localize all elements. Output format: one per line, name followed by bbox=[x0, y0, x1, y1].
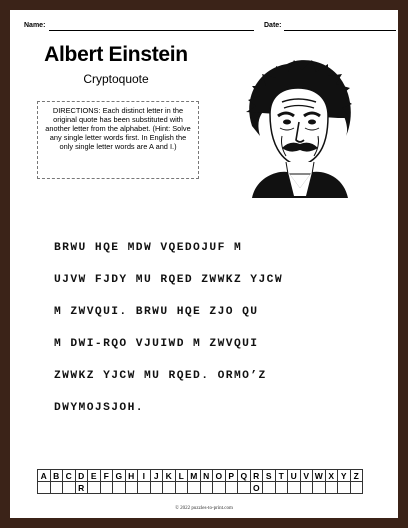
key-answer-cell[interactable] bbox=[125, 482, 138, 494]
key-answer-cell[interactable] bbox=[275, 482, 288, 494]
key-letter-cell: R bbox=[250, 470, 263, 482]
key-letter-cell: T bbox=[275, 470, 288, 482]
key-answer-cell[interactable]: O bbox=[250, 482, 263, 494]
key-letter-cell: S bbox=[263, 470, 276, 482]
key-letter-cell: N bbox=[200, 470, 213, 482]
quote-line: UJVW FJDY MU RQED ZWWKZ YJCW bbox=[54, 274, 284, 286]
date-field-line[interactable] bbox=[284, 30, 396, 31]
key-answer-cell[interactable] bbox=[175, 482, 188, 494]
key-answer-cell[interactable] bbox=[38, 482, 51, 494]
key-letter-cell: I bbox=[138, 470, 151, 482]
quote-line: M DWI-RQO VJUIWD M ZWVQUI bbox=[54, 338, 259, 350]
key-answer-cell[interactable] bbox=[325, 482, 338, 494]
name-field-line[interactable] bbox=[49, 30, 254, 31]
key-letter-cell: A bbox=[38, 470, 51, 482]
key-letter-cell: O bbox=[213, 470, 226, 482]
page-title: Albert Einstein bbox=[44, 43, 188, 66]
key-answer-cell[interactable] bbox=[113, 482, 126, 494]
key-answer-cell[interactable] bbox=[288, 482, 301, 494]
key-letter-cell: U bbox=[288, 470, 301, 482]
name-label: Name: bbox=[24, 22, 46, 29]
key-letter-cell: D bbox=[75, 470, 88, 482]
key-answer-cell[interactable] bbox=[88, 482, 101, 494]
key-answer-cell[interactable] bbox=[213, 482, 226, 494]
key-letter-cell: F bbox=[100, 470, 113, 482]
key-letter-cell: P bbox=[225, 470, 238, 482]
key-answer-cell[interactable]: R bbox=[75, 482, 88, 494]
key-answer-cell[interactable] bbox=[138, 482, 151, 494]
key-answer-cell[interactable] bbox=[338, 482, 351, 494]
key-letters-row bbox=[38, 470, 363, 482]
key-answer-cell[interactable] bbox=[150, 482, 163, 494]
key-answer-cell[interactable] bbox=[313, 482, 326, 494]
key-letter-cell: W bbox=[313, 470, 326, 482]
quote-line: M ZWVQUI. BRWU HQE ZJO QU bbox=[54, 306, 259, 318]
copyright-footer: © 2022 puzzles-to-print.com bbox=[175, 506, 233, 511]
key-letter-cell: G bbox=[113, 470, 126, 482]
einstein-portrait-icon bbox=[242, 56, 354, 198]
key-letter-cell: Y bbox=[338, 470, 351, 482]
key-answer-cell[interactable] bbox=[163, 482, 176, 494]
key-answer-cell[interactable] bbox=[50, 482, 63, 494]
date-label: Date: bbox=[264, 22, 282, 29]
key-letter-cell: K bbox=[163, 470, 176, 482]
cryptoquote-text bbox=[54, 242, 374, 434]
key-letter-cell: C bbox=[63, 470, 76, 482]
directions-box: DIRECTIONS: Each distinct letter in the original quote has been substituted with another letter from the alphabet. (Hint: Solve any single letter words first. In English the only single letter words are A and I.) bbox=[37, 101, 199, 179]
key-letter-cell: E bbox=[88, 470, 101, 482]
key-letter-cell: M bbox=[188, 470, 201, 482]
key-letter-cell: H bbox=[125, 470, 138, 482]
key-letter-cell: V bbox=[300, 470, 313, 482]
key-letter-cell: L bbox=[175, 470, 188, 482]
worksheet-page bbox=[10, 10, 398, 518]
key-answers-row bbox=[38, 482, 363, 494]
key-answer-cell[interactable] bbox=[300, 482, 313, 494]
key-answer-cell[interactable] bbox=[238, 482, 251, 494]
key-letter-cell: X bbox=[325, 470, 338, 482]
key-letter-cell: Z bbox=[350, 470, 363, 482]
quote-line: BRWU HQE MDW VQEDOJUF M bbox=[54, 242, 243, 254]
key-answer-cell[interactable] bbox=[188, 482, 201, 494]
key-answer-cell[interactable] bbox=[200, 482, 213, 494]
alphabet-key-table bbox=[37, 469, 363, 494]
key-answer-cell[interactable] bbox=[263, 482, 276, 494]
key-answer-cell[interactable] bbox=[100, 482, 113, 494]
key-answer-cell[interactable] bbox=[350, 482, 363, 494]
key-letter-cell: J bbox=[150, 470, 163, 482]
key-letter-cell: Q bbox=[238, 470, 251, 482]
key-answer-cell[interactable] bbox=[225, 482, 238, 494]
key-answer-cell[interactable] bbox=[63, 482, 76, 494]
quote-line: DWYMOJSJOH. bbox=[54, 402, 144, 414]
key-letter-cell: B bbox=[50, 470, 63, 482]
page-subtitle: Cryptoquote bbox=[83, 72, 149, 86]
quote-line: ZWWKZ YJCW MU RQED. ORMO’Z bbox=[54, 370, 267, 382]
